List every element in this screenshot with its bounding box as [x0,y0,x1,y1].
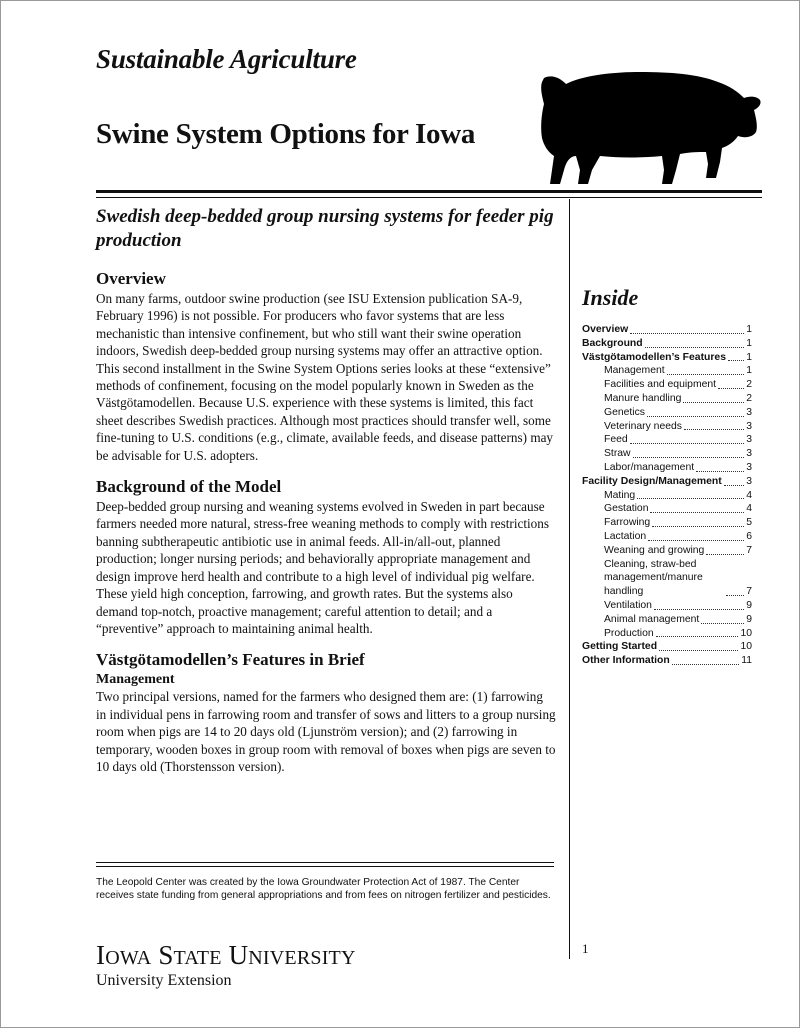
university-name: IOWA STATE UNIVERSITY [96,940,356,970]
toc-item-page: 3 [746,461,752,473]
toc-item-label: Mating [604,489,636,501]
toc-leader-dots [654,609,744,610]
subtitle: Swedish deep-bedded group nursing systems for feeder pig production [96,206,554,251]
toc-item [582,337,752,351]
toc-leader-dots [726,595,744,596]
toc-item [582,364,752,378]
toc-item [582,351,752,365]
toc-item-label: Ventilation [604,599,652,611]
toc-item-page: 10 [740,627,752,639]
overview-heading: Overview [96,269,166,288]
toc-item-page: 1 [746,337,752,349]
header-rule-thin [96,197,762,198]
toc-leader-dots [728,360,744,361]
toc-item [582,433,752,447]
toc-item-label: Straw [604,448,631,460]
toc-item-label: Lactation [604,530,647,542]
main-column [96,268,556,787]
toc-item-label: Animal management [604,613,700,625]
toc-item-label: Management [604,365,665,377]
toc-list [582,323,752,668]
toc-leader-dots [650,512,744,513]
page-title: Swine System Options for Iowa [96,118,476,150]
toc-leader-dots [645,347,745,348]
toc-leader-dots [724,485,744,486]
toc-item [582,502,752,516]
features-heading: Västgötamodellen’s Features in Brief [96,650,365,670]
features-body: Two principal versions, named for the farmers who designed them are: (1) farrowing in individual pens in farrowing room and transfer of sows and litters to a group nursing room when pigs are 14 to 20 days old (Ljunström version); and (2) farrowing in temporary, wooden boxes in group room with removal of boxes when pigs are seven to 10 days old (Thorstensson version). [96,689,556,774]
toc-item [582,406,752,420]
toc-leader-dots [706,554,744,555]
toc-item-label: Gestation [604,503,649,515]
toc-item-label: Weaning and growing [604,544,705,556]
toc-item [582,627,752,641]
toc-leader-dots [652,526,744,527]
toc-item [582,447,752,461]
toc-leader-dots [667,374,745,375]
toc-item-label: Manure handling [604,392,682,404]
toc-item [582,544,752,558]
toc-item [582,654,752,668]
toc-leader-dots [684,429,744,430]
background-heading: Background of the Model [96,477,282,497]
toc-item-page: 2 [746,392,752,404]
page-number: 1 [582,941,589,956]
toc-item-label: Other Information [582,655,670,667]
toc-item-page: 6 [746,530,752,542]
toc-item [582,599,752,613]
toc-item-page: 2 [746,379,752,391]
inside-toc [582,285,752,668]
series-title: Sustainable Agriculture [96,44,357,74]
toc-item-label: Genetics [604,406,646,418]
toc-leader-dots [672,664,739,665]
toc-item-label: Facilities and equipment [604,379,717,391]
toc-leader-dots [633,457,745,458]
toc-leader-dots [648,540,744,541]
toc-item-page: 9 [746,599,752,611]
toc-item-label: Farrowing [604,517,651,529]
toc-item-page: 7 [746,586,752,598]
toc-item [582,516,752,530]
toc-item-label: Labor/management [604,461,695,473]
toc-item-label: Cleaning, straw-bed management/manure handling [604,558,703,598]
toc-item [582,461,752,475]
pig-silhouette-icon [530,66,762,192]
toc-item-page: 1 [746,351,752,363]
footer-rule-thin [96,866,554,867]
toc-leader-dots [696,471,744,472]
background-body: Deep-bedded group nursing and weaning systems evolved in Sweden in part because farmers needed more natural, stress-free weaning methods to comply with restrictions banning subtherapeutic antibiotic use in animal feeds. All-in/all-out, planned production; longer nursing periods; and behaviorally appropriate management and design improve herd health and contribute to a high level of individual pig welfare. These yield high conception, farrowing, and growth rates. But the systems also demand top-notch, proactive management; careful attention to detail; and a “preventive” approach to maintaining animal health. [96,499,549,636]
toc-leader-dots [630,443,745,444]
toc-item [582,558,752,599]
column-divider [569,199,570,959]
header-rule [96,190,762,193]
toc-item-page: 3 [746,434,752,446]
toc-item-page: 4 [746,489,752,501]
inside-title: Inside [582,285,639,310]
toc-leader-dots [647,416,744,417]
university-wordmark [96,940,356,971]
toc-leader-dots [659,650,738,651]
toc-item-label: Facility Design/Management [582,475,722,487]
toc-item-page: 3 [746,406,752,418]
toc-item-label: Getting Started [582,641,658,653]
toc-item [582,378,752,392]
toc-item-label: Production [604,627,654,639]
footnote: The Leopold Center was created by the Iowa Groundwater Protection Act of 1987. The Center receives state funding from general appropriations and from fees on nitrogen fertilizer and pesticides. [96,877,551,901]
toc-item-page: 3 [746,420,752,432]
toc-item-label: Feed [604,434,628,446]
toc-item-page: 5 [746,517,752,529]
toc-item [582,640,752,654]
toc-item [582,475,752,489]
overview-body: On many farms, outdoor swine production (see ISU Extension publication SA-9, February 1996) is not possible. For producers who favor systems that are less mechanistic than intensive confinement, but who still want their swine operation indoors, Swedish deep-bedded group nursing systems may offer an attractive option. This second installment in the Swine System Options series looks at these “extensive” methods of confinement, focusing on the model popularly known in Sweden as the Västgötamodellen. Because U.S. experience with these systems is limited, this fact sheet describes Swedish practices. Although most practices should transfer well, some fine-tuning to U.S. conditions (e.g., climate, available feeds, and disease patterns) may be advisable for U.S. adopters. [96,291,554,463]
toc-item-page: 10 [740,641,752,653]
toc-item [582,489,752,503]
toc-item [582,392,752,406]
toc-leader-dots [683,402,744,403]
footer-rule [96,862,554,863]
toc-item-page: 4 [746,503,752,515]
toc-item-page: 9 [746,613,752,625]
toc-item-label: Overview [582,324,629,335]
toc-item-page: 11 [741,655,752,667]
toc-leader-dots [656,636,739,637]
toc-item [582,420,752,434]
toc-leader-dots [630,333,744,334]
management-subheading: Management [96,672,175,688]
toc-leader-dots [718,388,744,389]
toc-item [582,530,752,544]
toc-item-page: 1 [746,324,752,335]
toc-leader-dots [701,623,744,624]
toc-item-page: 3 [746,448,752,460]
toc-item-page: 7 [746,544,752,556]
toc-item-label: Background [582,337,643,349]
toc-item [582,323,752,337]
toc-item [582,613,752,627]
toc-item-label: Västgötamodellen’s Features [582,351,726,363]
toc-item-page: 3 [746,475,752,487]
extension-label: University Extension [96,972,232,989]
toc-leader-dots [637,498,744,499]
toc-item-page: 1 [746,365,752,377]
toc-item-label: Veterinary needs [604,420,682,432]
